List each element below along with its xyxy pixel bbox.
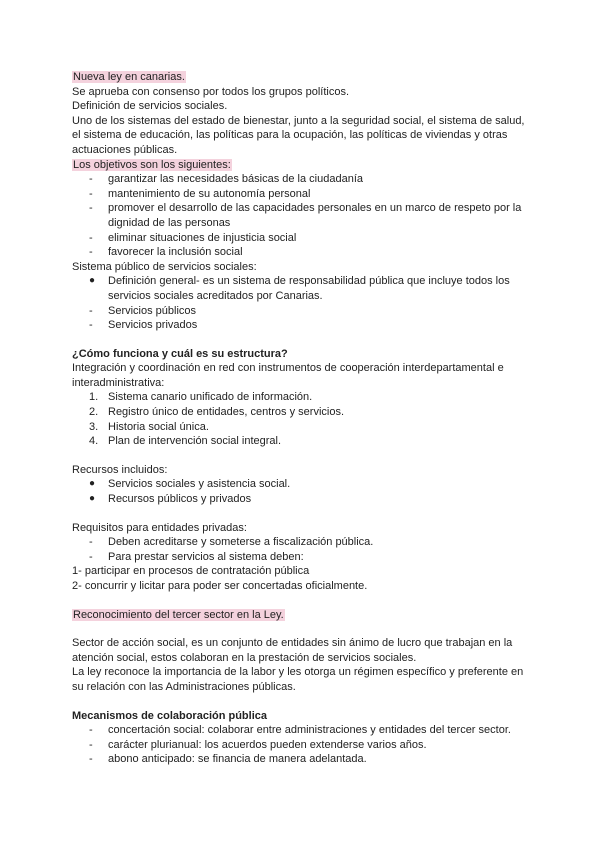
bullet-marker: ● <box>89 478 96 490</box>
list-item <box>72 434 532 449</box>
list-item-text: Registro único de entidades, centros y servicios. <box>108 406 345 419</box>
dash-marker: - <box>89 724 93 737</box>
header-line: Uno de los sistemas del estado de bienestar, junto a la seguridad social, el sistema de salud, el sistema de educación, las políticas para la ocupación, las políticas de viviendas y otras actuaciones públicas. <box>72 114 525 156</box>
list-item <box>72 405 532 420</box>
public-system-heading: Sistema público de servicios sociales: <box>72 260 257 273</box>
list-item-text: garantizar las necesidades básicas de la ciudadanía <box>108 173 363 186</box>
structure-intro: Integración y coordinación en red con instrumentos de cooperación interdepartamental e interadministrativa: <box>72 362 504 389</box>
requirements-heading: Requisitos para entidades privadas: <box>72 521 247 534</box>
resources-heading: Recursos incluidos: <box>72 463 168 476</box>
list-item <box>72 274 532 303</box>
list-item-text: Recursos públicos y privados <box>108 493 252 506</box>
requirement-numbered-line: 1- participar en procesos de contratación pública <box>72 565 310 578</box>
list-item-text: concertación social: colaborar entre administraciones y entidades del tercer sector. <box>108 724 511 737</box>
requirements-list <box>72 535 532 564</box>
dash-marker: - <box>89 319 93 332</box>
header-line: Se aprueba con consenso por todos los grupos políticos. <box>72 85 350 98</box>
header-line: Definición de servicios sociales. <box>72 100 228 113</box>
third-sector-heading: Reconocimiento del tercer sector en la Ley. <box>73 608 284 621</box>
dash-marker: - <box>89 738 93 751</box>
third-sector-paragraph: Sector de acción social, es un conjunto de entidades sin ánimo de lucro que trabajan en la atención social, estos colaboran en la prestación de servicios sociales. <box>72 637 513 664</box>
list-item <box>72 304 532 319</box>
list-item <box>72 492 532 507</box>
list-item-text: favorecer la inclusión social <box>108 246 243 259</box>
dash-marker: - <box>89 536 93 549</box>
list-item-text: Servicios sociales y asistencia social. <box>108 478 291 491</box>
dash-marker: - <box>89 202 93 215</box>
public-system-list <box>72 304 532 333</box>
number-marker: 3. <box>89 420 99 433</box>
dash-marker: - <box>89 304 93 317</box>
mechanisms-heading: Mecanismos de colaboración pública <box>72 709 267 722</box>
list-item <box>72 318 532 333</box>
document-content <box>72 70 532 767</box>
list-item-text: abono anticipado: se financia de manera adelantada. <box>108 753 367 766</box>
dash-marker: - <box>89 231 93 244</box>
list-item-text: Servicios públicos <box>108 304 197 317</box>
list-item <box>72 172 532 187</box>
objectives-heading-line <box>72 158 532 173</box>
number-marker: 1. <box>89 391 99 404</box>
dash-marker: - <box>89 246 93 259</box>
header-title-line <box>72 70 532 85</box>
list-item <box>72 201 532 230</box>
list-item <box>72 390 532 405</box>
public-system-bullet-list <box>72 274 532 303</box>
requirement-numbered-line: 2- concurrir y licitar para poder ser concertadas oficialmente. <box>72 580 368 592</box>
list-item-text: Plan de intervención social integral. <box>108 435 282 448</box>
third-sector-paragraph: La ley reconoce la importancia de la labor y les otorga un régimen específico y preferente en su relación con las Administraciones públicas. <box>72 666 524 693</box>
list-item <box>72 723 532 738</box>
list-item-text: Historia social única. <box>108 420 209 433</box>
number-marker: 2. <box>89 406 99 419</box>
structure-heading: ¿Cómo funciona y cuál es su estructura? <box>72 347 288 360</box>
list-item-text: promover el desarrollo de las capacidades personales en un marco de respeto por la dignidad de las personas <box>108 202 522 229</box>
list-item-text: Sistema canario unificado de información. <box>108 391 313 404</box>
dash-marker: - <box>89 753 93 766</box>
list-item-text: mantenimiento de su autonomía personal <box>108 187 311 200</box>
objectives-list <box>72 172 532 260</box>
number-marker: 4. <box>89 435 99 448</box>
list-item <box>72 550 532 565</box>
list-item-text: Para prestar servicios al sistema deben: <box>108 550 304 563</box>
dash-marker: - <box>89 187 93 200</box>
list-item <box>72 420 532 435</box>
list-item-text: Definición general- es un sistema de responsabilidad pública que incluye todos los servicios sociales acreditados por Canarias. <box>108 275 510 302</box>
dash-marker: - <box>89 550 93 563</box>
list-item <box>72 187 532 202</box>
objectives-heading: Los objetivos son los siguientes: <box>73 158 231 171</box>
mechanisms-list <box>72 723 532 767</box>
resources-list <box>72 477 532 506</box>
third-sector-heading-line <box>72 608 532 623</box>
list-item <box>72 231 532 246</box>
list-item-text: Deben acreditarse y someterse a fiscalización pública. <box>108 536 374 549</box>
bullet-marker: ● <box>89 493 96 505</box>
dash-marker: - <box>89 173 93 186</box>
header-title: Nueva ley en canarias. <box>73 71 185 83</box>
list-item <box>72 535 532 550</box>
list-item <box>72 245 532 260</box>
list-item <box>72 477 532 492</box>
list-item-text: Servicios privados <box>108 319 198 332</box>
bullet-marker: ● <box>89 275 96 287</box>
list-item <box>72 738 532 753</box>
list-item-text: eliminar situaciones de injusticia social <box>108 231 297 244</box>
structure-list <box>72 390 532 448</box>
list-item-text: carácter plurianual: los acuerdos pueden extenderse varios años. <box>108 738 427 751</box>
list-item <box>72 752 532 767</box>
